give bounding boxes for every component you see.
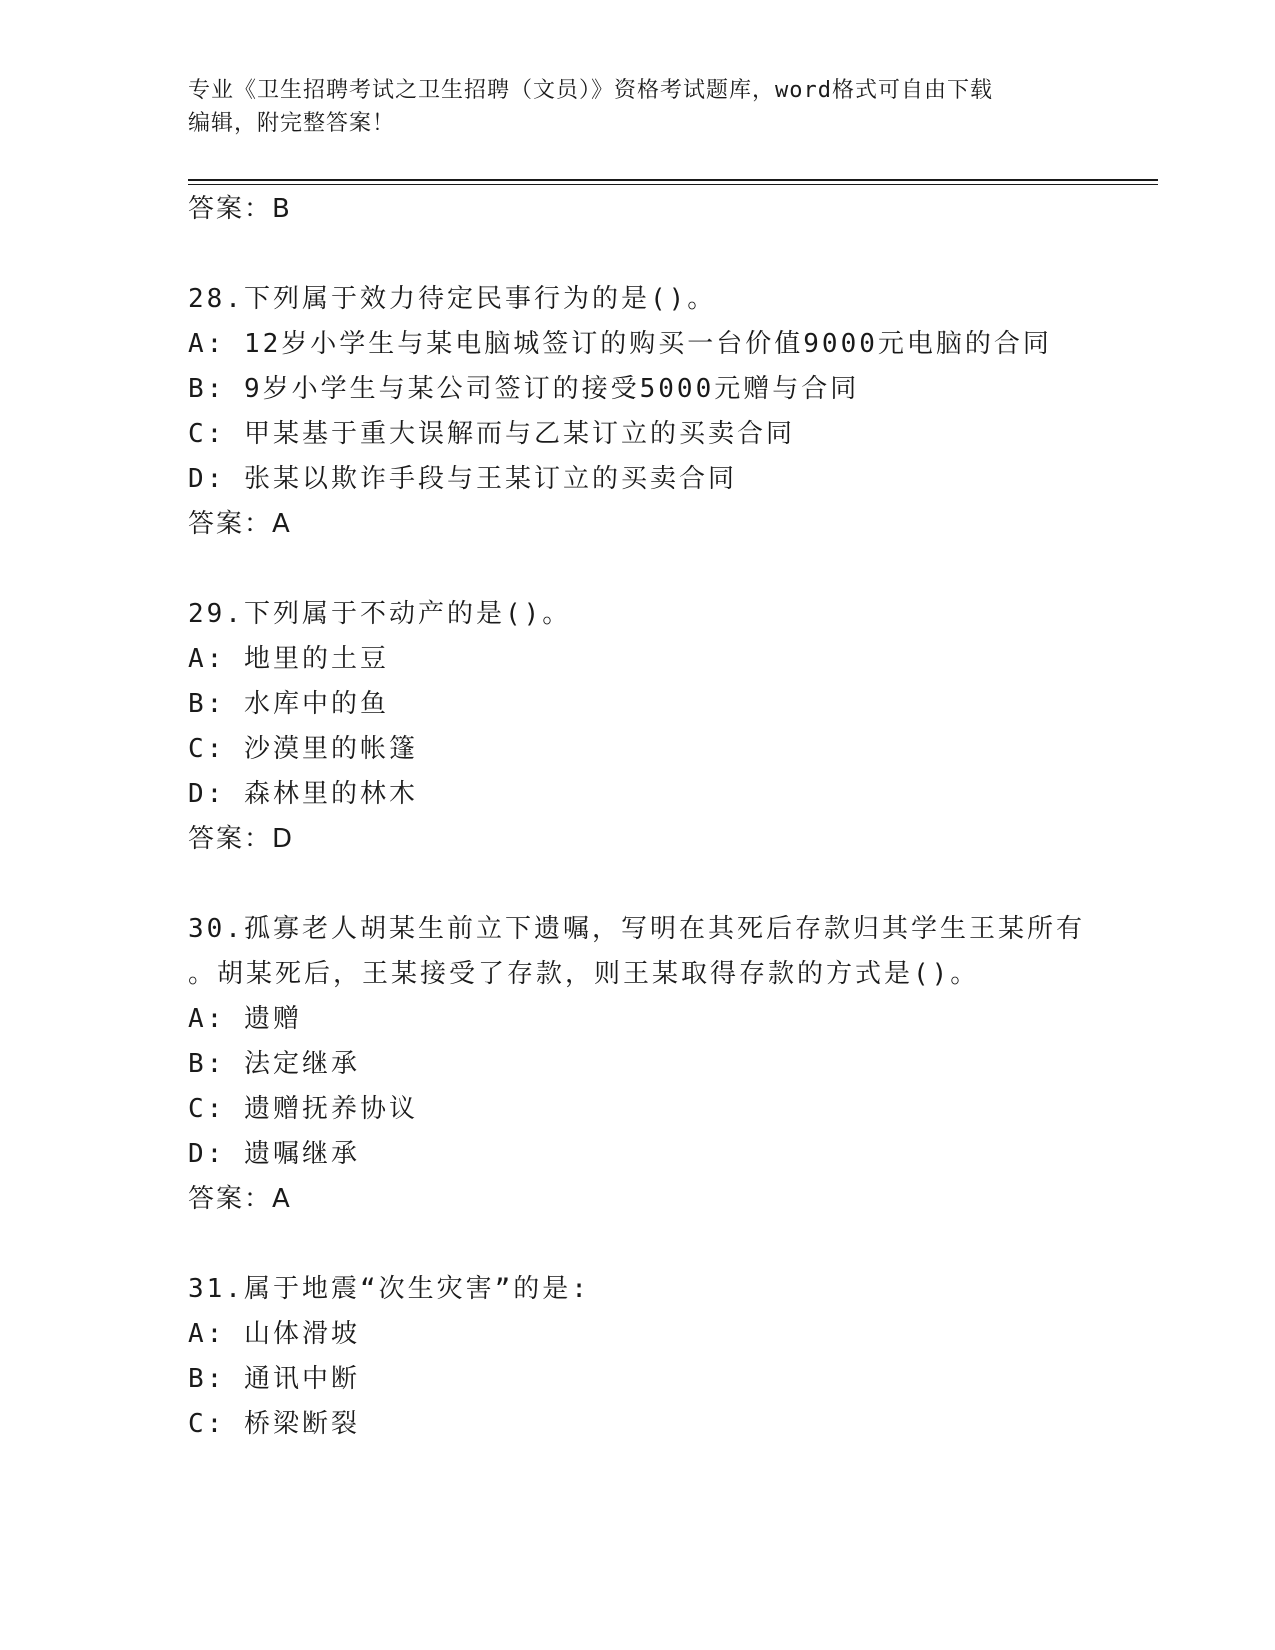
question-29-option-b: B: 水库中的鱼	[188, 689, 389, 719]
question-30-option-c: C: 遗赠抚养协议	[188, 1094, 418, 1124]
question-30-answer: 答案：A	[188, 1184, 292, 1214]
question-30-stem-line-1: 30.孤寡老人胡某生前立下遗嘱，写明在其死后存款归其学生王某所有	[188, 914, 1085, 944]
question-29-option-d: D: 森林里的林木	[188, 779, 418, 809]
question-30-stem-line-2: 。胡某死后，王某接受了存款，则王某取得存款的方式是()。	[188, 959, 980, 989]
question-31-option-a: A: 山体滑坡	[188, 1319, 360, 1349]
header-divider-thin	[188, 184, 1158, 185]
question-28-answer: 答案：A	[188, 509, 292, 539]
question-28-option-d: D: 张某以欺诈手段与王某订立的买卖合同	[188, 464, 737, 494]
question-30-option-d: D: 遗嘱继承	[188, 1139, 360, 1169]
question-30-option-b: B: 法定继承	[188, 1049, 360, 1079]
question-31-stem: 31.属于地震“次生灾害”的是:	[188, 1274, 590, 1304]
question-28-option-a: A: 12岁小学生与某电脑城签订的购买一台价值9000元电脑的合同	[188, 329, 1052, 359]
question-29-option-a: A: 地里的土豆	[188, 644, 389, 674]
previous-answer: 答案：B	[188, 194, 292, 224]
question-28-option-c: C: 甲某基于重大误解而与乙某订立的买卖合同	[188, 419, 795, 449]
question-29-stem: 29.下列属于不动产的是()。	[188, 599, 572, 629]
question-30-option-a: A: 遗赠	[188, 1004, 302, 1034]
question-29-answer: 答案：D	[188, 824, 295, 854]
question-28-option-b: B: 9岁小学生与某公司签订的接受5000元赠与合同	[188, 374, 860, 404]
question-31-option-b: B: 通讯中断	[188, 1364, 360, 1394]
question-28-stem: 28.下列属于效力待定民事行为的是()。	[188, 284, 717, 314]
header-divider-thick	[188, 179, 1158, 181]
document-header	[188, 74, 1088, 140]
header-line-2: 编辑，附完整答案！	[188, 111, 396, 136]
question-29-option-c: C: 沙漠里的帐篷	[188, 734, 418, 764]
header-line-1: 专业《卫生招聘考试之卫生招聘（文员）》资格考试题库，word格式可自由下载	[188, 78, 993, 103]
question-31-option-c: C: 桥梁断裂	[188, 1409, 360, 1439]
